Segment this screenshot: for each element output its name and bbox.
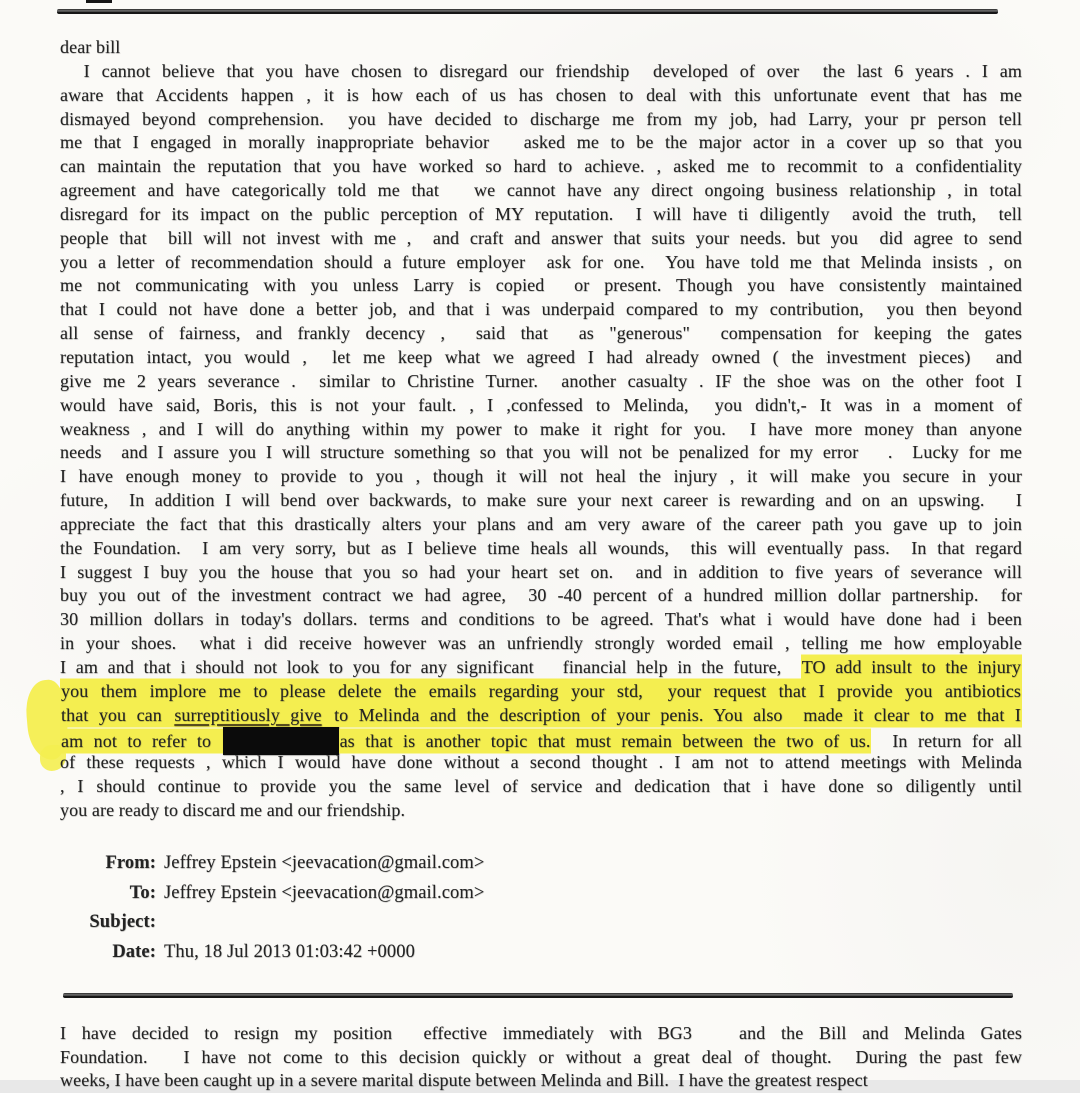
- text-segment: 30 million dollars in today's dollars. terms and conditions to be agreed. That's what i would have done had i been: [60, 609, 1022, 630]
- text-segment: agreement and have categorically told me that we cannot have any direct ongoing business relationship , in total: [60, 180, 1022, 201]
- text-line: [60, 179, 1022, 203]
- highlighted-text: to Melinda and the description of your penis. You also made it clear to me that I: [323, 704, 1021, 725]
- letter-body: [60, 36, 1022, 823]
- text-line: [60, 298, 1022, 322]
- email-header-label: From:: [105, 853, 156, 873]
- text-segment: dismayed beyond comprehension. you have decided to discharge me from my job, had Larry, your pr person tell: [60, 108, 1022, 129]
- text-segment: me not communicating with you unless Larry is copied or present. Though you have consistently maintained: [60, 275, 1022, 296]
- text-line: [60, 561, 1022, 585]
- text-line: [60, 155, 1022, 179]
- text-line: [60, 584, 1022, 608]
- email-header-label: Subject:: [89, 912, 156, 933]
- text-segment: I am and that i should not look to you for any significant financial help in the future,: [60, 656, 801, 677]
- text-line: [60, 1022, 1022, 1046]
- text-segment: In return for all: [871, 731, 1022, 752]
- text-segment: people that bill will not invest with me , and craft and answer that suits your needs. but you did agree to send: [60, 227, 1022, 248]
- text-line: [60, 131, 1022, 155]
- highlighted-text: am not to refer to: [61, 731, 222, 752]
- text-line: [60, 465, 1022, 489]
- text-line: [60, 799, 1022, 823]
- text-line: [60, 60, 1022, 84]
- text-segment: you a letter of recommendation should a future employer ask for one. You have told me that Melinda insists , on: [60, 251, 1022, 272]
- email-header-label: To:: [129, 882, 156, 903]
- text-line: [60, 441, 1022, 465]
- text-line: [60, 775, 1022, 799]
- text-segment: in your shoes. what i did receive however was an unfriendly strongly worded email , telling me how employable: [60, 633, 1022, 654]
- text-segment: give me 2 years severance . similar to Christine Turner. another casualty . IF the shoe was on the other foot I: [60, 370, 1022, 391]
- text-segment: you are ready to discard me and our friendship.: [60, 800, 406, 820]
- text-segment: I have decided to resign my position effective immediately with BG3 and the Bill and Melinda Gates: [60, 1023, 1022, 1043]
- email-header-value: [164, 908, 820, 938]
- email-header-value: Jeffrey Epstein <jeevacation@gmail.com>: [164, 882, 485, 903]
- text-segment: weakness , and I will do anything within my power to make it right for you. I have more money than anyone: [60, 418, 1022, 439]
- text-line: [60, 418, 1022, 442]
- text-line: [60, 1069, 1022, 1093]
- scan-artifact-tick: [86, 0, 112, 3]
- text-line: [60, 36, 1022, 60]
- highlighted-text: surreptitiously give: [174, 704, 322, 725]
- text-segment: dear bill: [60, 37, 121, 57]
- text-line: [60, 203, 1022, 227]
- text-segment: Foundation. I have not come to this decision quickly or without a great deal of thought. During the past few: [60, 1046, 1022, 1067]
- text-segment: can maintain the reputation that you have worked so hard to achieve. , asked me to recommit to a confidentiality: [60, 156, 1022, 177]
- text-segment: aware that Accidents happen , it is how each of us has chosen to deal with this unfortunate event that has me: [60, 84, 1022, 105]
- text-line: [60, 537, 1022, 561]
- email-header-value: Thu, 18 Jul 2013 01:03:42 +0000: [164, 941, 415, 962]
- text-segment: future, In addition I will bend over backwards, to make sure your next career is rewarding and on an upswing. I: [60, 490, 1022, 511]
- email-header-value: Jeffrey Epstein <jeevacation@gmail.com>: [164, 853, 485, 873]
- resignation-paragraph: [60, 1022, 1022, 1093]
- text-line: [60, 346, 1022, 370]
- highlighted-text: that you can: [61, 704, 173, 725]
- text-segment: needs and I assure you I will structure something so that you will not be penalized for my error . Lucky for me: [60, 442, 1022, 463]
- text-line: [60, 751, 1022, 775]
- text-line: [60, 227, 1022, 251]
- text-line: [60, 108, 1022, 132]
- text-segment: of these requests , which I would have done without a second thought . I am not to attend meetings with Melinda: [60, 752, 1022, 773]
- highlighted-text: you them implore me to please delete the emails regarding your std, your request that I provide you antibiotics: [61, 680, 1021, 701]
- highlighted-text: TO add insult to the injury: [801, 656, 1022, 677]
- text-line: [60, 274, 1022, 298]
- text-line: [60, 84, 1022, 108]
- text-segment: would have said, Boris, this is not your fault. , I ,confessed to Melinda, you didn't,- It was in a moment of: [60, 394, 1022, 415]
- text-line: [60, 322, 1022, 346]
- text-line: [60, 727, 1022, 751]
- text-segment: I cannot believe that you have chosen to disregard our friendship developed of over the last 6 years . I am: [60, 60, 1022, 81]
- text-segment: appreciate the fact that this drastically alters your plans and am very aware of the career path you gave up to join: [60, 513, 1022, 534]
- text-segment: disregard for its impact on the public perception of MY reputation. I will have ti diligently avoid the truth, tell: [60, 203, 1022, 224]
- text-line: [60, 608, 1022, 632]
- text-segment: that I could not have done a better job, and that i was underpaid compared to my contribution, you then beyond: [60, 299, 1022, 320]
- text-line: [60, 704, 1022, 728]
- text-segment: buy you out of the investment contract we had agree, 30 -40 percent of a hundred million dollar partnership. for: [60, 585, 1022, 606]
- text-segment: the Foundation. I am very sorry, but as I believe time heals all wounds, this will eventually pass. In that regard: [60, 537, 1022, 558]
- email-header: [60, 849, 820, 967]
- highlighted-text: as that is another topic that must remain between the two of us.: [339, 731, 871, 752]
- text-line: [60, 656, 1022, 680]
- text-line: [60, 394, 1022, 418]
- text-line: [60, 632, 1022, 656]
- section-divider-rule: [63, 993, 1013, 998]
- text-line: [60, 370, 1022, 394]
- text-segment: I have enough money to provide to you , though it will not heal the injury , it will make you secure in your: [60, 466, 1022, 487]
- text-segment: I suggest I buy you the house that you so had your heart set on. and in addition to five years of severance will: [60, 561, 1022, 582]
- text-segment: , I should continue to provide you the same level of service and dedication that i have done so diligently until: [60, 776, 1022, 797]
- text-line: [60, 251, 1022, 275]
- text-segment: me that I engaged in morally inappropriate behavior asked me to be the major actor in a cover up so that you: [60, 132, 1022, 153]
- text-line: [60, 513, 1022, 537]
- text-segment: reputation intact, you would , let me keep what we agreed I had already owned ( the investment pieces) and: [60, 346, 1022, 367]
- text-segment: weeks, I have been caught up in a severe marital dispute between Melinda and Bill. I have the greatest respect: [60, 1070, 868, 1091]
- text-line: [60, 680, 1022, 704]
- text-line: [60, 1046, 1022, 1070]
- top-divider-rule: [57, 9, 998, 14]
- text-line: [60, 489, 1022, 513]
- email-header-label: Date:: [112, 941, 156, 962]
- text-segment: all sense of fairness, and frankly decency , said that as "generous" compensation for keeping the gates: [60, 323, 1022, 344]
